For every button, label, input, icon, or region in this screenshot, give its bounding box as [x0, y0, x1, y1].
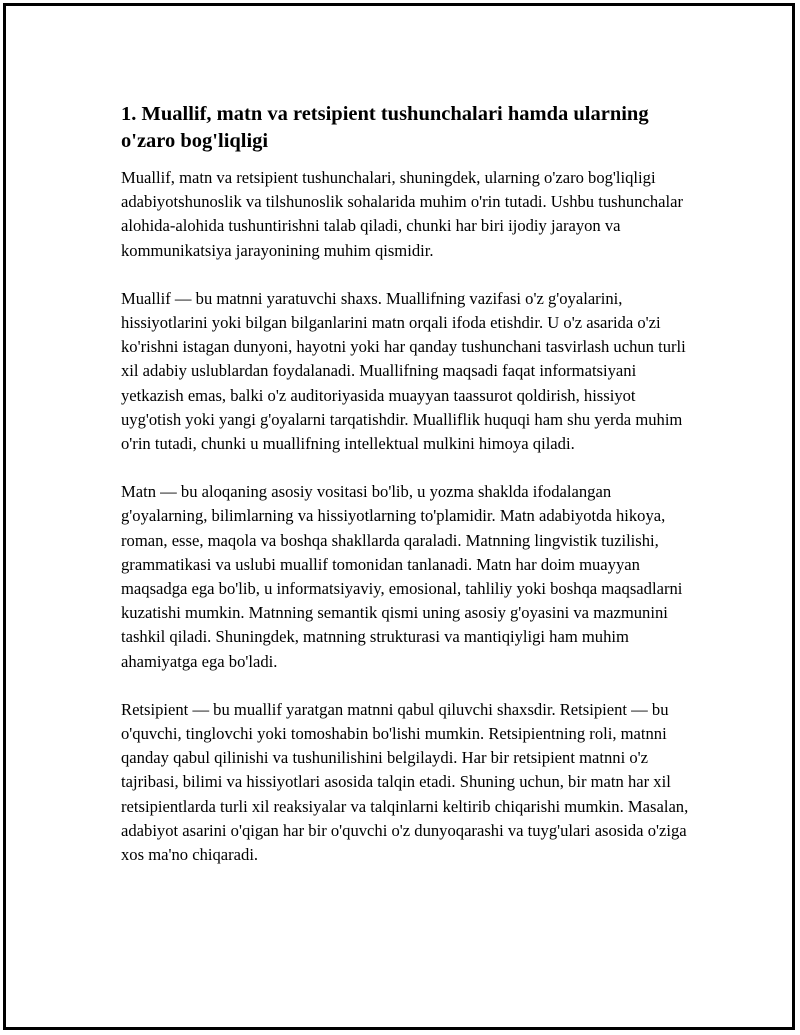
paragraph-matn: Matn — bu aloqaning asosiy vositasi bo'lib, u yozma shaklda ifodalangan g'oyalarning, bilimlarning va hissiyotlarning to'plamidir. Matn adabiyotda hikoya, roman, esse, maqola va boshqa shakllarda qaraladi. Matnning lingvistik tuzilishi, grammatikasi va uslubi muallif tomonidan tanlanadi. Matn har doim muayyan maqsadga ega bo'lib, u informatsiyaviy, emosional, tahliliy yoki boshqa maqsadlarni kuzatishi mumkin. Matnning semantik qismi uning asosiy g'oyasini va mazmunini tashkil qiladi. Shuningdek, matnning strukturasi va mantiqiyligi ham muhim ahamiyatga ega bo'ladi. — [121, 482, 683, 671]
paragraph-retsipient: Retsipient — bu muallif yaratgan matnni qabul qiluvchi shaxsdir. Retsipient — bu o'quvchi, tinglovchi yoki tomoshabin bo'lishi mumkin. Retsipientning roli, matnni qanday qabul qilinishi va tushunilishini belgilaydi. Har bir retsipient matnni o'z tajribasi, bilimi va hissiyotlari asosida talqin etadi. Shuning uchun, bir matn har xil retsipientlarda turli xil reaksiyalar va talqinlarni keltirib chiqarishi mumkin. Masalan, adabiyot asarini o'qigan har bir o'quvchi o'z dunyoqarashi va tuyg'ulari asosida o'ziga xos ma'no chiqaradi. — [121, 699, 689, 865]
page-frame — [3, 3, 795, 1030]
paragraph-muallif: Muallif — bu matnni yaratuvchi shaxs. Muallifning vazifasi o'z g'oyalarini, hissiyotlarini yoki bilgan bilganlarini matn orqali ifoda etishdir. U o'z asarida o'zi ko'rishni istagan dunyoni, hayotni yoki har qanday tushunchani tasvirlash uchun turli xil adabiy uslublardan foydalanadi. Muallifning maqsadi faqat informatsiyani yetkazish emas, balki o'z auditoriyasida muayyan taassurot qoldirish, hissiyot uyg'otish yoki yangi g'oyalarni tarqatishdir. Mualliflik huquqi ham shu yerda muhim o'rin tutadi, chunki u muallifning intellektual mulkini himoya qiladi. — [121, 288, 686, 454]
section-heading: 1. Muallif, matn va retsipient tushunchalari hamda ularning o'zaro bog'liqligi — [121, 103, 649, 152]
document-body — [121, 101, 693, 891]
paragraph-intro: Muallif, matn va retsipient tushunchalari, shuningdek, ularning o'zaro bog'liqligi adabiyotshunoslik va tilshunoslik sohalarida muhim o'rin tutadi. Ushbu tushunchalar alohida-alohida tushuntirishni talab qiladi, chunki har biri ijodiy jarayon va kommunikatsiya jarayonining muhim qismidir. — [121, 168, 684, 260]
